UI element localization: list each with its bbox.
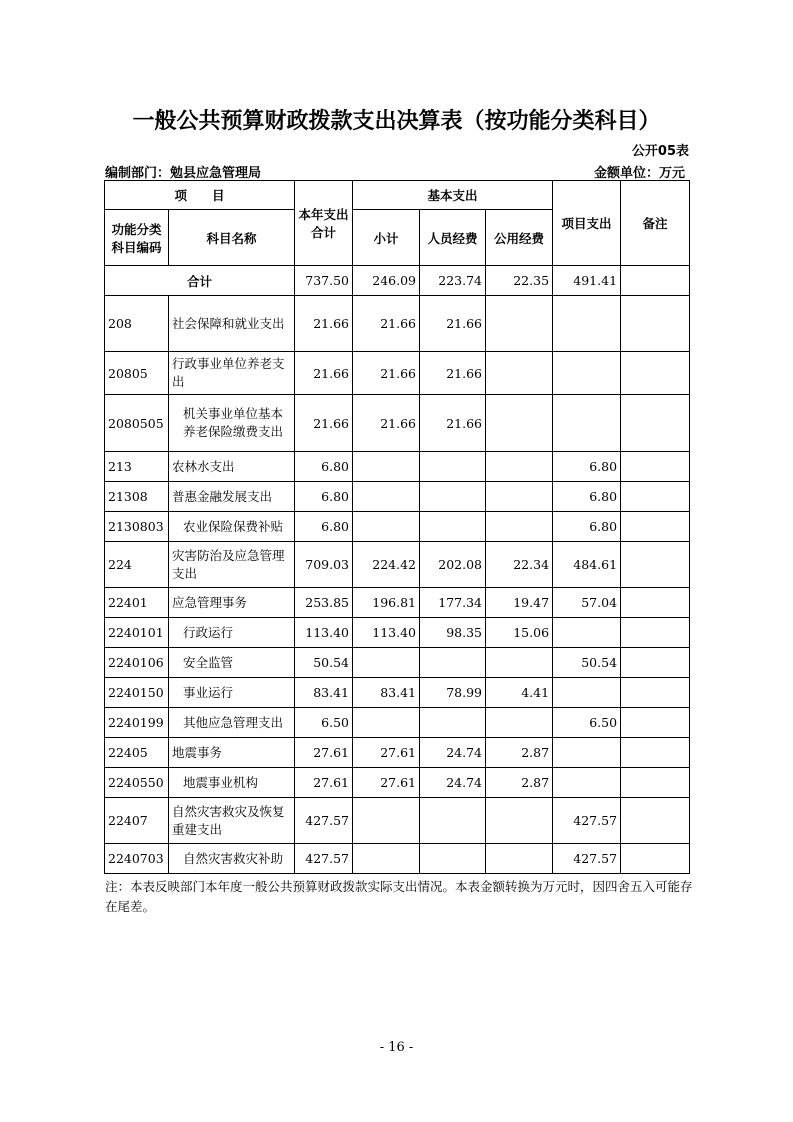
cell-personnel [420,844,486,874]
table-row [105,482,690,512]
cell-personnel [420,482,486,512]
cell-total: 6.80 [295,452,353,482]
cell-total: 709.03 [295,542,353,588]
cell-personnel [420,708,486,738]
header-name: 科目名称 [169,210,295,266]
cell-name: 其他应急管理支出 [169,708,295,738]
cell-code: 2240703 [105,844,169,874]
cell-remark [621,618,690,648]
cell-subtotal: 21.66 [353,352,420,395]
cell-total: 21.66 [295,296,353,352]
cell-public: 2.87 [486,738,553,768]
cell-project: 427.57 [553,798,621,844]
cell-total: 427.57 [295,798,353,844]
cell-subtotal: 83.41 [353,678,420,708]
cell-total: 6.80 [295,512,353,542]
table-row [105,395,690,452]
cell-project: 6.80 [553,512,621,542]
cell-total: 50.54 [295,648,353,678]
cell-personnel: 24.74 [420,738,486,768]
cell-code: 224 [105,542,169,588]
cell-remark [621,738,690,768]
cell-name: 农业保险保费补贴 [169,512,295,542]
cell-public [486,512,553,542]
cell-name: 行政事业单位养老支出 [169,352,295,395]
header-total: 本年支出合计 [295,181,353,266]
cell-personnel: 21.66 [420,395,486,452]
cell-public [486,296,553,352]
header-subtotal: 小计 [353,210,420,266]
header-personnel: 人员经费 [420,210,486,266]
cell-code: 22407 [105,798,169,844]
table-row [105,844,690,874]
cell-name: 灾害防治及应急管理支出 [169,542,295,588]
cell-remark [621,395,690,452]
cell-code: 2240101 [105,618,169,648]
cell-subtotal: 27.61 [353,768,420,798]
cell-total: 21.66 [295,395,353,452]
cell-remark [621,648,690,678]
table-row [105,588,690,618]
table-row [105,618,690,648]
header-project: 项目支出 [553,181,621,266]
header-public: 公用经费 [486,210,553,266]
cell-name: 机关事业单位基本养老保险缴费支出 [169,395,295,452]
cell-project [553,678,621,708]
cell-code: 2240106 [105,648,169,678]
cell-public [486,482,553,512]
table-row [105,738,690,768]
total-subtotal: 246.09 [353,266,420,296]
cell-total: 427.57 [295,844,353,874]
header-remark: 备注 [621,181,690,266]
cell-public [486,395,553,452]
cell-public [486,352,553,395]
header-code: 功能分类科目编码 [105,210,169,266]
table-row [105,648,690,678]
page-title: 一般公共预算财政拨款支出决算表（按功能分类科目） [132,109,661,134]
cell-code: 22401 [105,588,169,618]
cell-name: 地震事务 [169,738,295,768]
cell-subtotal [353,482,420,512]
cell-project: 6.50 [553,708,621,738]
cell-total: 6.50 [295,708,353,738]
cell-name: 地震事业机构 [169,768,295,798]
cell-code: 22405 [105,738,169,768]
table-row [105,512,690,542]
cell-name: 事业运行 [169,678,295,708]
cell-total: 21.66 [295,352,353,395]
table-row [105,542,690,588]
cell-code: 2080505 [105,395,169,452]
cell-project: 6.80 [553,482,621,512]
cell-public [486,708,553,738]
cell-remark [621,352,690,395]
cell-name: 应急管理事务 [169,588,295,618]
cell-remark [621,452,690,482]
cell-personnel [420,648,486,678]
cell-name: 安全监管 [169,648,295,678]
cell-personnel: 24.74 [420,768,486,798]
cell-project: 6.80 [553,452,621,482]
cell-name: 行政运行 [169,618,295,648]
table-row [105,296,690,352]
table-row [105,798,690,844]
cell-name: 社会保障和就业支出 [169,296,295,352]
cell-code: 213 [105,452,169,482]
cell-code: 2240199 [105,708,169,738]
total-total: 737.50 [295,266,353,296]
cell-total: 27.61 [295,738,353,768]
table-code: 公开05表 [631,144,689,159]
cell-subtotal: 224.42 [353,542,420,588]
cell-personnel: 202.08 [420,542,486,588]
cell-name: 自然灾害救灾补助 [169,844,295,874]
cell-remark [621,708,690,738]
cell-subtotal [353,798,420,844]
cell-project [553,618,621,648]
cell-code: 2240150 [105,678,169,708]
cell-project [553,352,621,395]
header-basic: 基本支出 [353,181,553,210]
cell-public [486,844,553,874]
cell-remark [621,844,690,874]
cell-personnel [420,798,486,844]
page-number: - 16 - [379,1040,414,1055]
total-public: 22.35 [486,266,553,296]
cell-project: 484.61 [553,542,621,588]
cell-total: 113.40 [295,618,353,648]
cell-public: 4.41 [486,678,553,708]
cell-personnel [420,452,486,482]
total-personnel: 223.74 [420,266,486,296]
cell-personnel [420,512,486,542]
cell-public [486,798,553,844]
cell-project: 50.54 [553,648,621,678]
cell-subtotal [353,844,420,874]
cell-personnel: 78.99 [420,678,486,708]
total-label: 合计 [105,266,295,296]
cell-name: 农林水支出 [169,452,295,482]
total-row [105,266,690,296]
header-item: 项 目 [105,181,295,210]
cell-public [486,648,553,678]
cell-total: 6.80 [295,482,353,512]
cell-total: 83.41 [295,678,353,708]
cell-project [553,768,621,798]
table-row [105,452,690,482]
cell-name: 自然灾害救灾及恢复重建支出 [169,798,295,844]
cell-project [553,296,621,352]
cell-project [553,738,621,768]
cell-code: 20805 [105,352,169,395]
cell-public: 19.47 [486,588,553,618]
cell-public: 22.34 [486,542,553,588]
cell-total: 253.85 [295,588,353,618]
table-row [105,678,690,708]
total-remark [621,266,690,296]
cell-name: 普惠金融发展支出 [169,482,295,512]
cell-subtotal: 113.40 [353,618,420,648]
unit-label: 金额单位：万元 [593,166,685,181]
cell-code: 2130803 [105,512,169,542]
cell-project: 427.57 [553,844,621,874]
cell-subtotal: 21.66 [353,395,420,452]
cell-subtotal [353,452,420,482]
cell-subtotal [353,648,420,678]
cell-remark [621,768,690,798]
cell-public: 2.87 [486,768,553,798]
cell-code: 2240550 [105,768,169,798]
cell-personnel: 21.66 [420,352,486,395]
cell-public: 15.06 [486,618,553,648]
cell-remark [621,542,690,588]
cell-subtotal [353,512,420,542]
cell-code: 208 [105,296,169,352]
cell-project: 57.04 [553,588,621,618]
cell-code: 21308 [105,482,169,512]
cell-subtotal: 27.61 [353,738,420,768]
table-row [105,708,690,738]
cell-remark [621,798,690,844]
cell-remark [621,678,690,708]
footnote: 注：本表反映部门本年度一般公共预算财政拨款实际支出情况。本表金额转换为万元时，因四舍五入可能存在尾差。 [105,879,693,914]
total-project: 491.41 [553,266,621,296]
dept-label: 编制部门：勉县应急管理局 [105,166,262,181]
table-row [105,352,690,395]
cell-subtotal: 21.66 [353,296,420,352]
cell-total: 27.61 [295,768,353,798]
expenditure-table [104,180,690,874]
cell-subtotal [353,708,420,738]
cell-personnel: 177.34 [420,588,486,618]
cell-subtotal: 196.81 [353,588,420,618]
cell-project [553,395,621,452]
table-row [105,768,690,798]
cell-personnel: 21.66 [420,296,486,352]
cell-remark [621,482,690,512]
cell-remark [621,512,690,542]
cell-public [486,452,553,482]
cell-personnel: 98.35 [420,618,486,648]
cell-remark [621,296,690,352]
cell-remark [621,588,690,618]
